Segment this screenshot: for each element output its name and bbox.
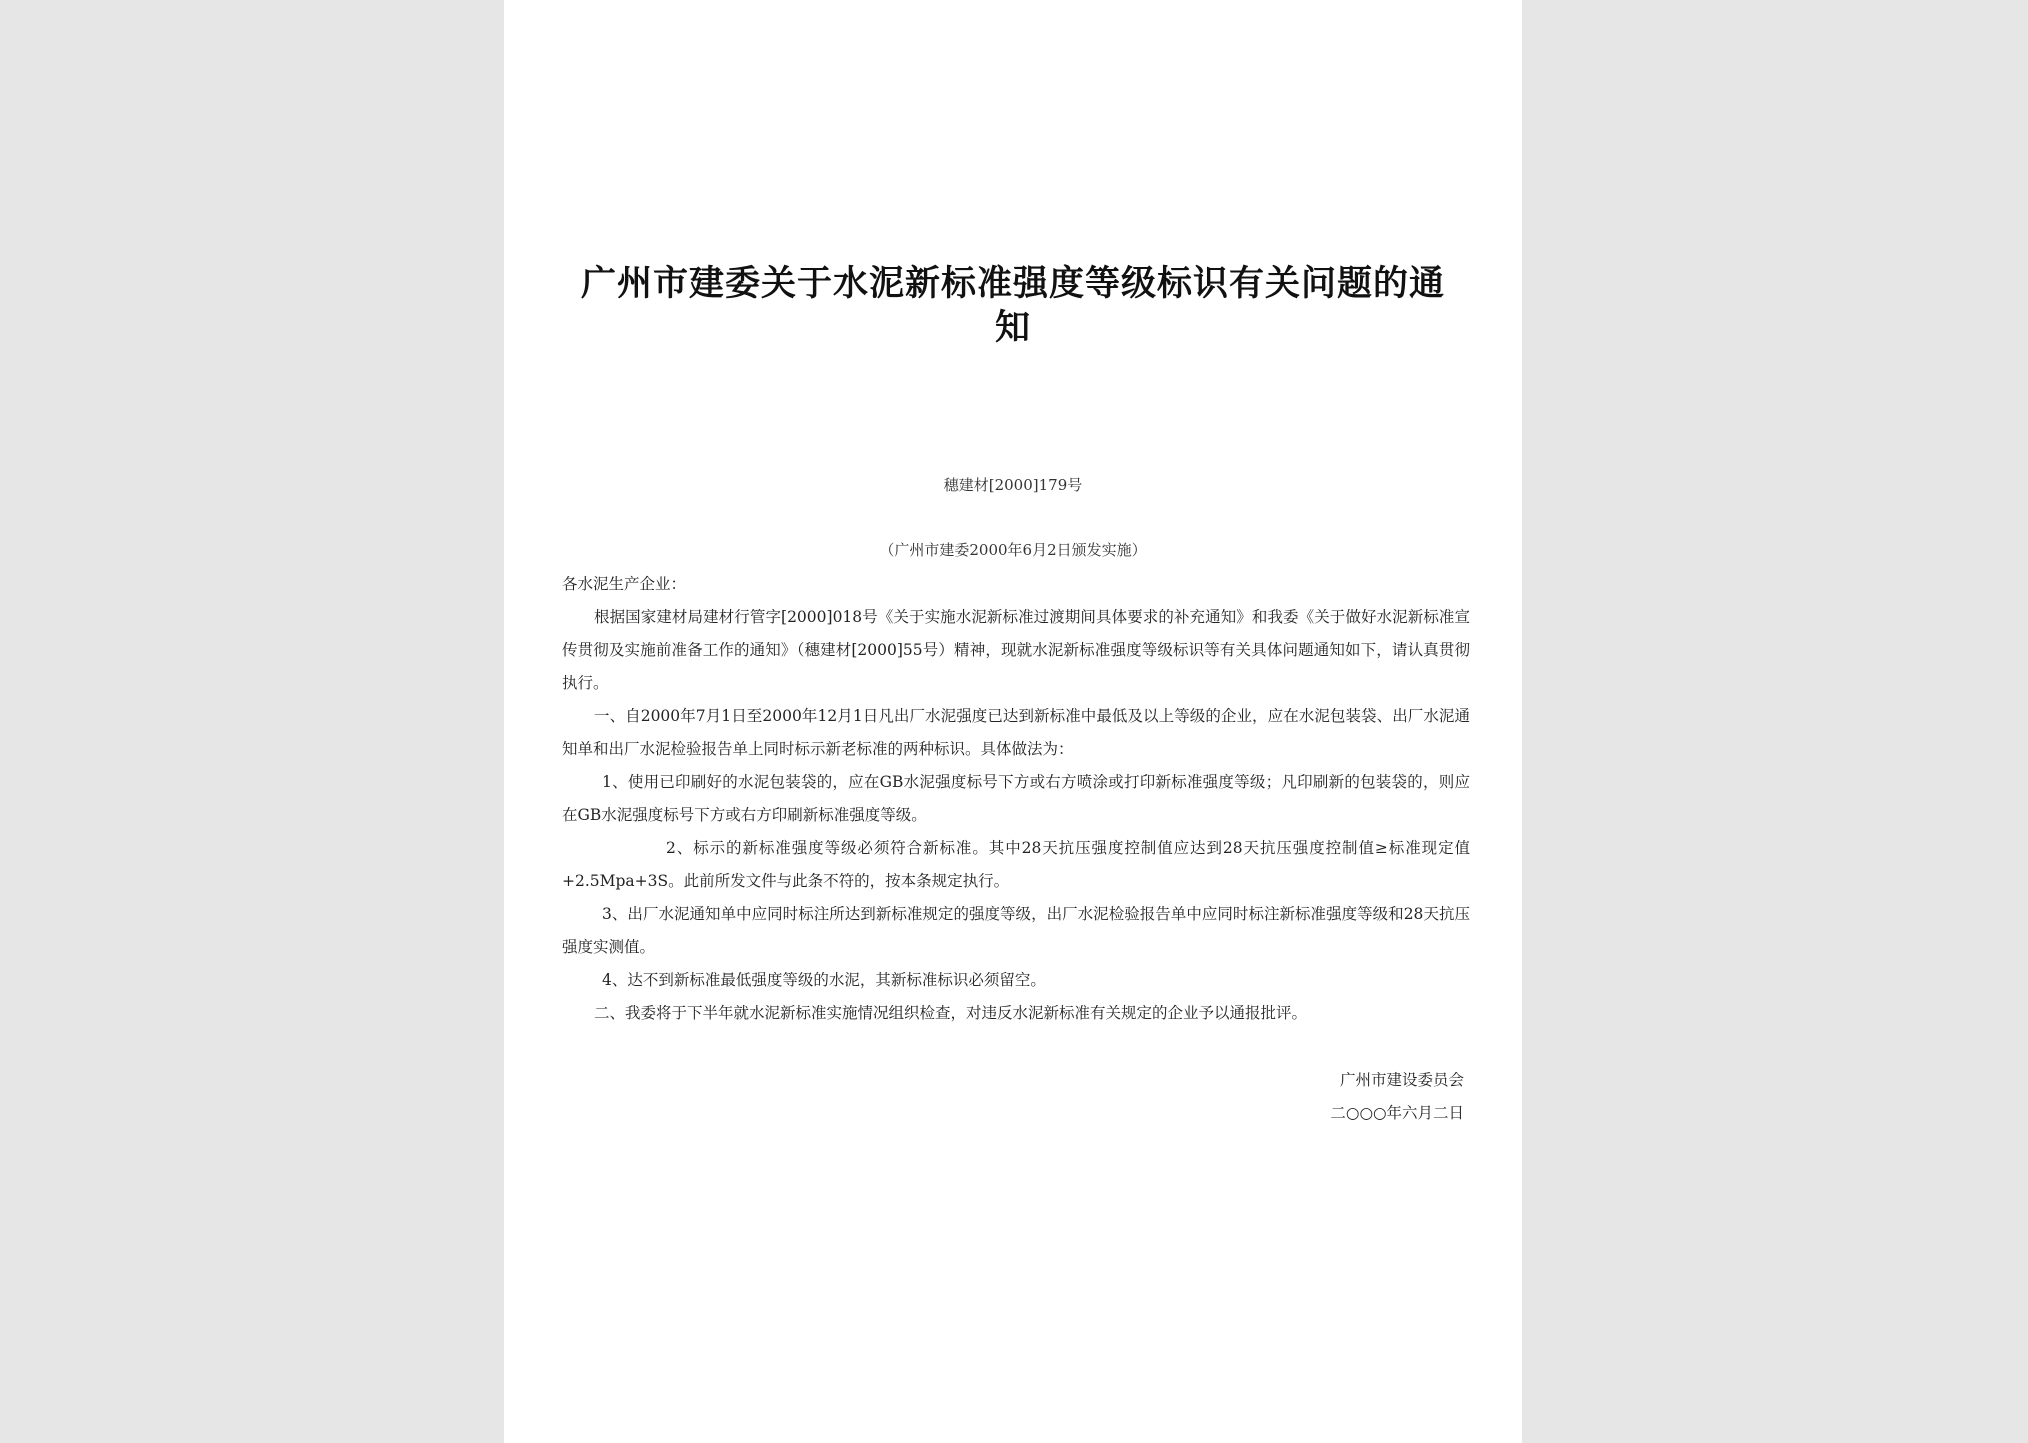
paragraph-item-3: 3、出厂水泥通知单中应同时标注所达到新标准规定的强度等级，出厂水泥检验报告单中应同时标注新标准强度等级和28天抗压强度实测值。 bbox=[562, 905, 1470, 956]
paragraph-section-1: 一、自2000年7月1日至2000年12月1日凡出厂水泥强度已达到新标准中最低及以上等级的企业，应在水泥包装袋、出厂水泥通知单和出厂水泥检验报告单上同时标示新老标准的两种标识。具体做法为： bbox=[562, 707, 1470, 758]
salutation: 各水泥生产企业： bbox=[562, 575, 687, 593]
paragraph-intro: 根据国家建材局建材行管字[2000]018号《关于实施水泥新标准过渡期间具体要求的补充通知》和我委《关于做好水泥新标准宣传贯彻及实施前准备工作的通知》（穗建材[2000]55号）精神，现就水泥新标准强度等级标识等有关具体问题通知如下，请认真贯彻执行。 bbox=[562, 608, 1470, 692]
document-page bbox=[504, 0, 1522, 1443]
document-title: 广州市建委关于水泥新标准强度等级标识有关问题的通知 bbox=[580, 263, 1445, 348]
document-number: 穗建材[2000]179号 bbox=[943, 476, 1083, 494]
signature-org: 广州市建设委员会 bbox=[1339, 1071, 1464, 1089]
document-body bbox=[562, 568, 1470, 1030]
paragraph-item-1: 1、使用已印刷好的水泥包装袋的，应在GB水泥强度标号下方或右方喷涂或打印新标准强度等级；凡印刷新的包装袋的，则应在GB水泥强度标号下方或右方印刷新标准强度等级。 bbox=[562, 773, 1470, 824]
issue-note: （广州市建委2000年6月2日颁发实施） bbox=[879, 541, 1147, 559]
paragraph-item-2: 2、标示的新标准强度等级必须符合新标准。其中28天抗压强度控制值应达到28天抗压强度控制值≥标准现定值+2.5Mpa+3S。此前所发文件与此条不符的，按本条规定执行。 bbox=[562, 839, 1470, 890]
paragraph-item-4: 4、达不到新标准最低强度等级的水泥，其新标准标识必须留空。 bbox=[602, 971, 1046, 989]
signature-date: 二○○○年六月二日 bbox=[1330, 1104, 1464, 1122]
paragraph-section-2: 二、我委将于下半年就水泥新标准实施情况组织检查，对违反水泥新标准有关规定的企业予以通报批评。 bbox=[594, 1004, 1308, 1022]
signature-block bbox=[1330, 1064, 1464, 1130]
